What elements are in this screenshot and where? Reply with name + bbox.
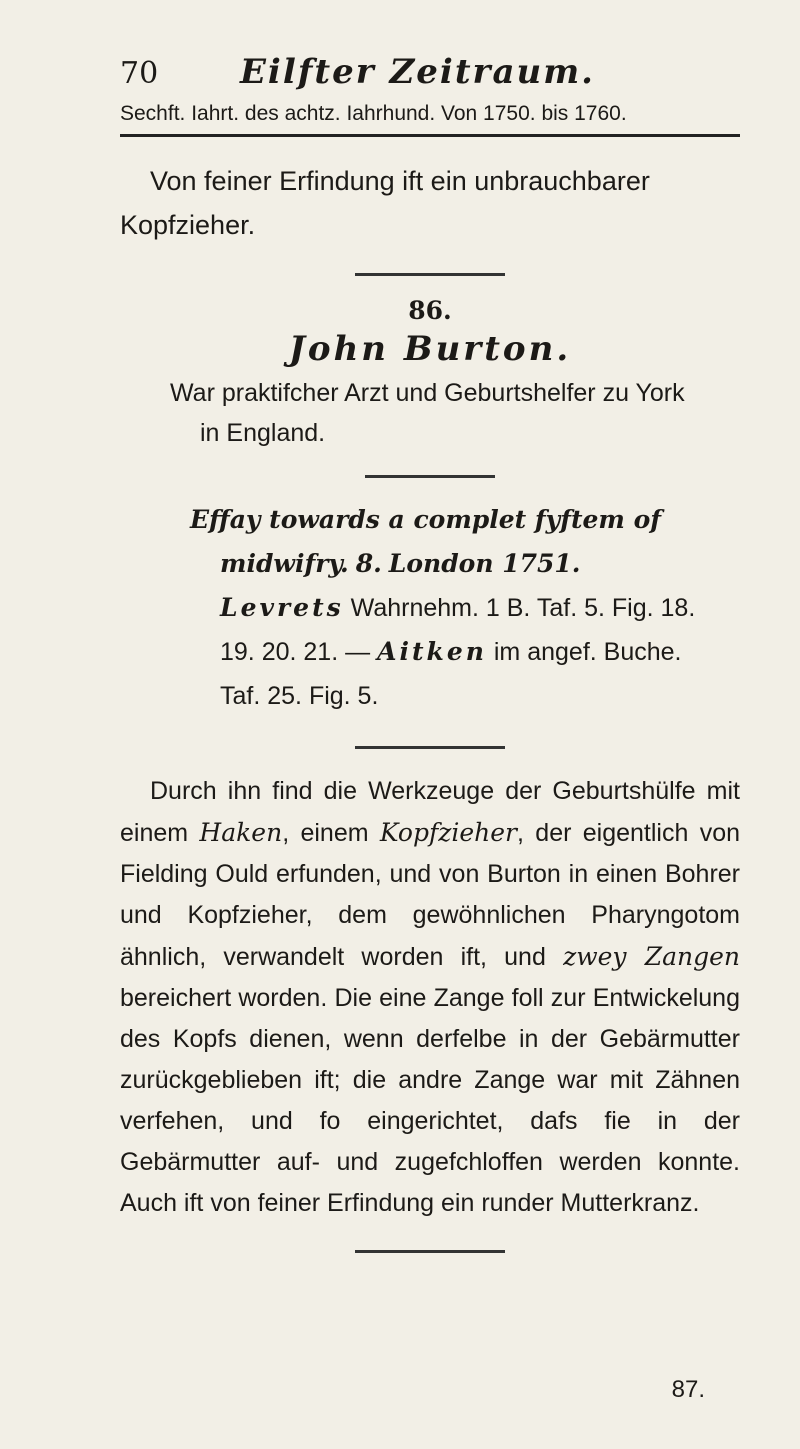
entry-name: John Burton. (288, 329, 572, 369)
biblio-author-ref2: Aitken (377, 637, 487, 666)
biblio-author-ref: Levrets (220, 593, 344, 622)
running-title: Eilfter Zeitraum. (240, 52, 596, 92)
section-divider (355, 273, 505, 276)
text-run: Durch ihn find die Werkzeuge der Geburtshülfe mit einem (120, 777, 740, 847)
term-kopfzieher: Kopfzieher (379, 818, 518, 847)
end-divider (355, 1250, 505, 1253)
biblio-place-year: London 1751. (388, 549, 581, 578)
bio-divider (365, 475, 495, 478)
page-number: 70 (120, 56, 159, 91)
biblio-format: 8. (355, 549, 382, 578)
biblio-details2: im angef. Buche. Taf. 25. Fig. 5. (220, 638, 682, 710)
catchword: 87. (671, 1376, 705, 1403)
text-run: , der eigentlich von Fielding Ould erfunden, und von Burton in einen Bohrer und Kopfzieher, dem gewöhnlichen Pharyngotom ähnlich, verwandelt worden ift, und (120, 819, 740, 971)
intro-paragraph: Von feiner Erfindung ift ein unbrauchbarer Kopfzieher. (120, 166, 650, 240)
page-header (120, 52, 740, 96)
entry-bio: War praktifcher Arzt und Geburtshelfer zu York in England. (170, 379, 685, 447)
main-paragraph (120, 771, 740, 1224)
entry-number: 86. (408, 296, 452, 325)
text-run: , einem (282, 819, 369, 847)
term-haken: Haken (199, 818, 283, 847)
header-rule (120, 134, 740, 137)
header-subtitle: Sechft. Iahrt. des achtz. Iahrhund. Von 1750. bis 1760. (120, 102, 627, 125)
biblio-title: Effay towards a complet fyftem of midwifry. (190, 505, 661, 578)
term-zangen: zwey Zangen (563, 942, 741, 971)
biblio-divider (355, 746, 505, 749)
biblio-details: Wahrnehm. 1 B. Taf. 5. Fig. 18. 19. 20. 21. — (220, 594, 696, 666)
bibliography-entry (120, 498, 740, 718)
text-run: bereichert worden. Die eine Zange foll zur Entwickelung des Kopfs dienen, wenn derfelbe in der Gebärmutter zurückgeblieben ift; die andre Zange war mit Zähnen verfehen, und fo eingerichtet, dafs fie in der Gebärmutter auf- und zugefchloffen werden konnte. Auch ift von feiner Erfindung ein runder Mutterkranz. (120, 984, 740, 1217)
